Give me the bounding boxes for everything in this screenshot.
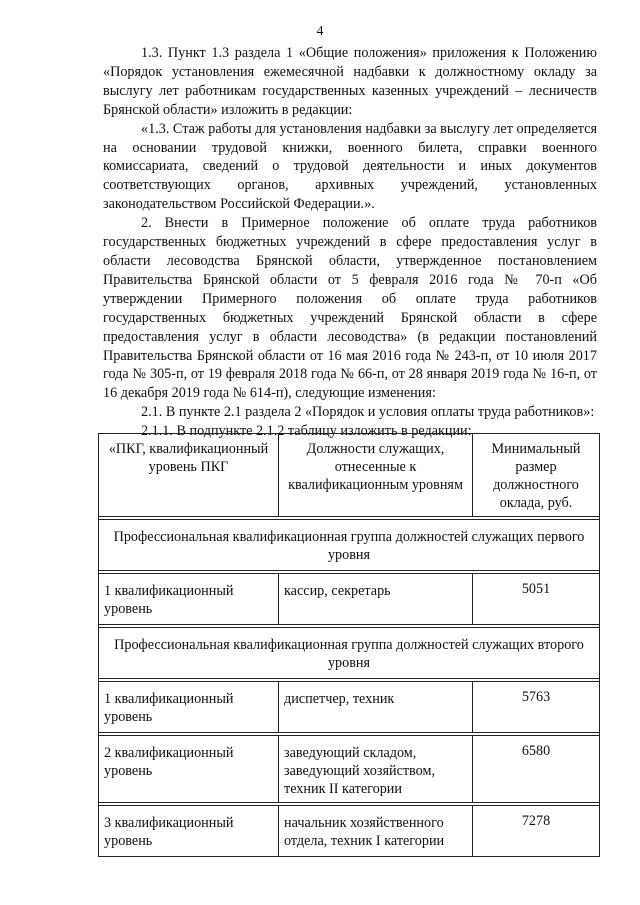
cell-salary: 5051 [473, 574, 600, 625]
table-row [99, 682, 600, 733]
paragraph-1-3-new-text: «1.3. Стаж работы для установления надбавки за выслугу лет определяется на основании трудовой книжки, военного билета, справки военного комиссариата, сведений о трудовой деятельности и иных документов соответствующих органов, архивных учреждений, установленных законодательством Российской Федерации.». [103, 120, 597, 213]
cell-level: 3 квалификационный уровень [99, 806, 279, 857]
header-min-salary: Минимальный размер должностного оклада, руб. [473, 434, 600, 517]
paragraph-1-3-amendment: 1.3. Пункт 1.3 раздела 1 «Общие положения» приложения к Положению «Порядок установления ежемесячной надбавки к должностному окладу за выслугу лет работникам государственных казенных учреждений – лесничеств Брянской области» изложить в редакции: [103, 45, 597, 118]
page-number: 4 [316, 24, 324, 39]
cell-salary: 6580 [473, 736, 600, 803]
group-row [99, 628, 600, 679]
header-positions: Должности служащих, отнесенные к квалификационным уровням [279, 434, 473, 517]
paragraph-2-1-1: 2.1.1. В подпункте 2.1.2 таблицу изложить в редакции: [141, 423, 472, 440]
cell-level: 1 квалификационный уровень [99, 682, 279, 733]
group-title-first-level: Профессиональная квалификационная группа должностей служащих первого уровня [99, 520, 600, 571]
table-row [99, 736, 600, 803]
cell-positions: диспетчер, техник [279, 682, 473, 733]
cell-positions: заведующий складом, заведующий хозяйством, техник II категории [279, 736, 473, 803]
salary-table [98, 433, 600, 857]
document-body [103, 44, 597, 441]
table-row [99, 574, 600, 625]
cell-positions: кассир, секретарь [279, 574, 473, 625]
cell-level: 2 квалификационный уровень [99, 736, 279, 803]
table-row [99, 806, 600, 857]
group-row [99, 520, 600, 571]
header-pkg-level: «ПКГ, квалификационный уровень ПКГ [99, 434, 279, 517]
cell-positions: начальник хозяйственного отдела, техник I категории [279, 806, 473, 857]
cell-level: 1 квалификационный уровень [99, 574, 279, 625]
paragraph-2-1: 2.1. В пункте 2.1 раздела 2 «Порядок и условия оплаты труда работников»: [141, 404, 595, 421]
paragraph-2-amendment: 2. Внести в Примерное положение об оплате труда работников государственных бюджетных учреждений в сфере предоставления услуг в области лесоводства Брянской области, утвержденное постановлением Правительства Брянской области от 5 февраля 2016 года № 70-п «Об утверждении Примерного положения об оплате труда работников государственных бюджетных учреждений Брянской области в сфере предоставления услуг в области лесоводства» (в редакции постановлений Правительства Брянской области от 16 мая 2016 года № 243-п, от 10 июля 2017 года № 305-п, от 19 февраля 2018 года № 66-п, от 28 января 2019 года № 16-п, от 16 декабря 2019 года № 614-п), следующие изменения: [103, 215, 597, 402]
table-header-row [99, 434, 600, 517]
cell-salary: 7278 [473, 806, 600, 857]
cell-salary: 5763 [473, 682, 600, 733]
group-title-second-level: Профессиональная квалификационная группа должностей служащих второго уровня [99, 628, 600, 679]
